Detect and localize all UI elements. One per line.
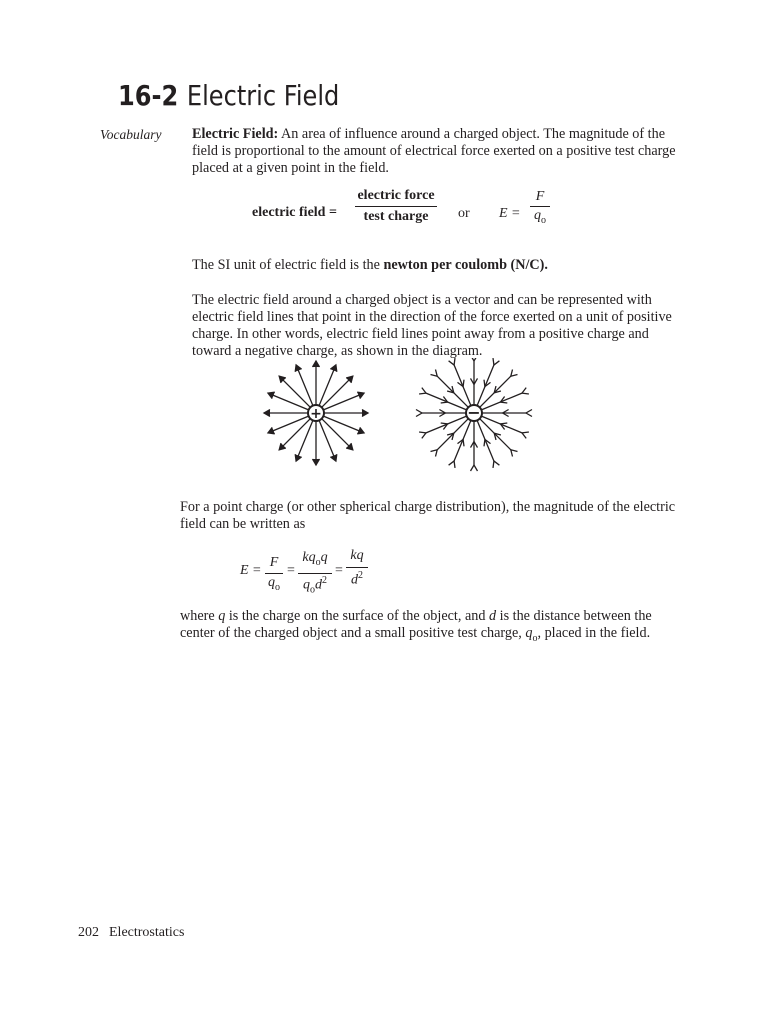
point-charge-paragraph: For a point charge (or other spherical charge distribution), the magnitude of the electric field can be written as — [180, 499, 676, 532]
negative-line-tail — [522, 388, 529, 394]
equation2-frac1-numerator: F — [269, 555, 279, 570]
equation2-lhs: E = — [240, 563, 262, 578]
positive-field-line — [279, 376, 310, 407]
negative-line-tail — [449, 461, 455, 468]
negative-line-tail — [511, 370, 518, 377]
section-number: 16-2 — [118, 79, 179, 112]
equation-or: or — [458, 206, 470, 221]
equation-symbol-lhs: E = — [499, 206, 521, 221]
where-paragraph: where q is the charge on the surface of the object, and d is the distance between the center of the charged object and a small positive test charge, $q_o$, placed in the field. — [180, 608, 652, 644]
negative-line-tail — [493, 461, 499, 468]
equation2-frac2-bar — [298, 573, 332, 574]
negative-line-tail — [431, 450, 438, 457]
negative-field-line — [481, 393, 522, 410]
positive-arrowhead — [313, 459, 320, 465]
equation2-frac2-numerator: $kq_oq$ — [302, 550, 328, 568]
definition-paragraph — [192, 126, 682, 177]
positive-arrowhead — [362, 410, 368, 417]
equation2-frac3-denominator: $d^2$ — [351, 570, 363, 588]
equation-word-denominator: test charge — [363, 209, 429, 224]
negative-field-line — [481, 416, 522, 433]
equation-word-lhs: electric field = — [252, 205, 337, 220]
positive-charge-sign: + — [310, 406, 322, 422]
positive-field-line — [319, 420, 336, 461]
equation2-frac2-denominator: $q_od^2$ — [303, 575, 327, 596]
negative-line-tail — [471, 465, 478, 471]
definition-term: Electric Field: — [192, 126, 279, 142]
equation2-frac1-bar — [265, 573, 283, 574]
negative-field-line — [426, 416, 467, 433]
negative-line-tail — [419, 388, 426, 394]
equation-symbol-denominator: $q_o$ — [534, 208, 546, 226]
positive-arrowhead — [264, 410, 270, 417]
negative-field-line — [477, 365, 494, 406]
negative-line-tail — [522, 432, 529, 438]
definition-text: An area of influence around a charged object. The magnitude of the field is proportional to the amount of electrical force exerted on a positive test charge placed at a given point in the field. — [192, 126, 676, 176]
equation-word-fraction-bar — [355, 206, 437, 207]
positive-field-line — [268, 393, 309, 410]
negative-line-tail — [511, 450, 518, 457]
negative-field-line — [477, 420, 494, 461]
negative-line-tail — [416, 410, 422, 417]
equation2-frac1-denominator: $q_o$ — [268, 575, 280, 593]
equation2-equals-2: = — [335, 563, 343, 578]
equation-word-numerator: electric force — [357, 188, 435, 203]
si-unit-name: newton per coulomb (N/C). — [383, 257, 548, 273]
equation-symbol-fraction-bar — [530, 206, 550, 207]
positive-field-line — [319, 365, 336, 406]
positive-field-line — [296, 420, 313, 461]
negative-field-line — [454, 365, 471, 406]
negative-line-tail — [449, 358, 455, 365]
equation2-equals-1: = — [287, 563, 295, 578]
positive-field-line — [322, 376, 353, 407]
page-footer — [78, 925, 184, 941]
vocabulary-margin-label: Vocabulary — [100, 127, 162, 142]
negative-charge-sign: − — [467, 403, 481, 422]
positive-field-line — [323, 416, 364, 433]
page-number: 202 — [78, 925, 99, 940]
positive-arrowhead — [313, 361, 320, 367]
positive-field-line — [268, 416, 309, 433]
field-lines-paragraph: The electric field around a charged object is a vector and can be represented with electric field lines that point in the direction of the force exerted on a unit of positive charge. In other words, electric field lines point away from a positive charge and toward a negative charge, as shown in the diagram. — [192, 292, 672, 359]
negative-line-tail — [526, 410, 532, 417]
negative-line-tail — [431, 370, 438, 377]
field-lines-diagram — [255, 358, 545, 473]
negative-line-tail — [493, 358, 499, 365]
section-heading — [118, 78, 339, 114]
si-unit-sentence: The SI unit of electric field is the newton per coulomb (N/C). — [192, 257, 548, 273]
equation-symbol-numerator: F — [535, 189, 545, 204]
positive-field-line — [296, 365, 313, 406]
positive-field-line — [279, 419, 310, 450]
section-title: Electric Field — [186, 79, 340, 112]
equation2-frac3-bar — [346, 567, 368, 568]
negative-line-tail — [419, 432, 426, 438]
negative-field-line — [454, 420, 471, 461]
positive-field-line — [323, 393, 364, 410]
footer-chapter: Electrostatics — [109, 925, 185, 940]
positive-field-line — [322, 419, 353, 450]
negative-line-tail — [471, 358, 478, 361]
equation2-frac3-numerator: kq — [350, 548, 364, 563]
negative-field-line — [426, 393, 467, 410]
